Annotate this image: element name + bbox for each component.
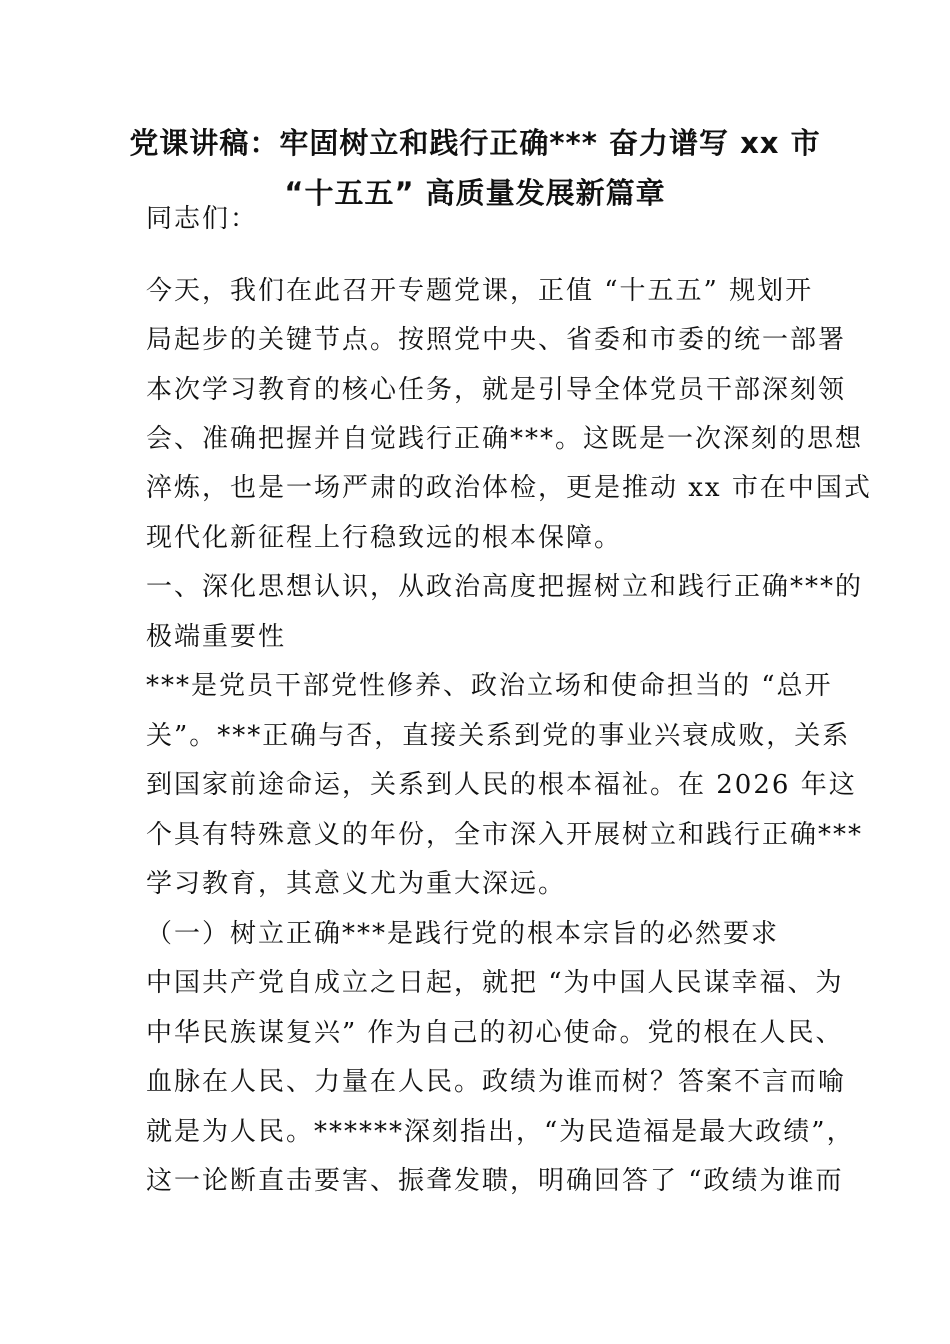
document-title-line-2: “十五五” 高质量发展新篇章 <box>284 176 666 210</box>
body-line: 个具有特殊意义的年份，全市深入开展树立和践行正确*** <box>146 820 864 850</box>
section-heading: 极端重要性 <box>146 622 287 652</box>
body-line: 这一论断直击要害、振聋发聩，明确回答了 “政绩为谁而 <box>146 1166 844 1196</box>
body-line: 关”。***正确与否，直接关系到党的事业兴衰成败，关系 <box>146 721 851 751</box>
salutation: 同志们： <box>146 204 259 234</box>
body-line: 会、准确把握并自觉践行正确***。这既是一次深刻的思想 <box>146 424 864 454</box>
section-heading: 一、深化思想认识，从政治高度把握树立和践行正确***的 <box>146 572 864 602</box>
subsection-heading: （一）树立正确***是践行党的根本宗旨的必然要求 <box>146 919 780 949</box>
body-line: 淬炼，也是一场严肃的政治体检，更是推动 xx 市在中国式 <box>146 473 872 503</box>
body-line: 学习教育，其意义尤为重大深远。 <box>146 869 567 899</box>
body-line: 血脉在人民、力量在人民。政绩为谁而树？答案不言而喻 <box>146 1067 847 1097</box>
body-line: 就是为人民。******深刻指出，“为民造福是最大政绩”， <box>146 1117 855 1147</box>
body-line: 今天，我们在此召开专题党课，正值 “十五五” 规划开 <box>146 276 814 306</box>
body-line: 本次学习教育的核心任务，就是引导全体党员干部深刻领 <box>146 375 847 405</box>
body-line: 中国共产党自成立之日起，就把 “为中国人民谋幸福、为 <box>146 968 844 998</box>
document-title-line-1: 党课讲稿：牢固树立和践行正确*** 奋力谱写 xx 市 <box>129 126 821 160</box>
body-line: 到国家前途命运，关系到人民的根本福祉。在 2026 年这 <box>146 770 857 800</box>
body-line: 局起步的关键节点。按照党中央、省委和市委的统一部署 <box>146 325 847 355</box>
body-line: 现代化新征程上行稳致远的根本保障。 <box>146 523 623 553</box>
body-line: 中华民族谋复兴” 作为自己的初心使命。党的根在人民、 <box>146 1018 844 1048</box>
body-line: ***是党员干部党性修养、政治立场和使命担当的 “总开 <box>146 671 833 701</box>
